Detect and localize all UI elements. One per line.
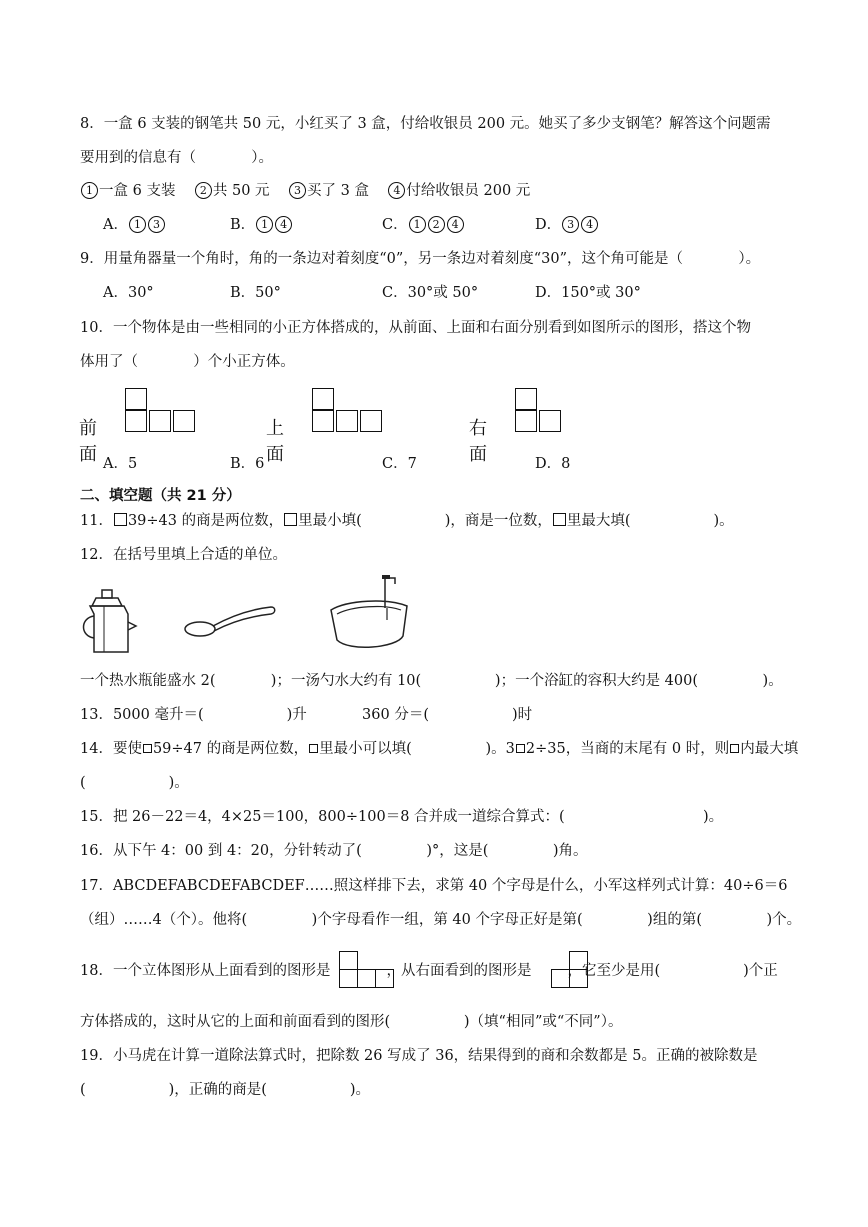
q10-line2: 体用了（ ）个小正方体。 xyxy=(80,354,295,370)
q9-option-b[interactable]: B．50° xyxy=(230,285,281,301)
q8-line1: 8．一盒 6 支装的钢笔共 50 元，小红买了 3 盒，付给收银员 200 元。她买了多少支钢笔？解答这个问题需 xyxy=(80,116,771,132)
thermos-image xyxy=(78,586,138,656)
cube-cell xyxy=(339,969,358,988)
blank-square xyxy=(516,744,525,753)
circled-number: 4 xyxy=(275,216,292,233)
option-label: B． xyxy=(230,217,256,233)
cube-cell xyxy=(357,969,376,988)
info-item: 共 50 元 xyxy=(212,183,270,199)
q18-line2: 方体搭成的，这时从它的上面和前面看到的图形( )（填“相同”或“不同”）。 xyxy=(80,1014,623,1030)
q9-option-a[interactable]: A．30° xyxy=(103,285,154,301)
option-label: C． xyxy=(382,217,408,233)
cube-cell xyxy=(125,388,147,410)
q8-line2: 要用到的信息有（ ）。 xyxy=(80,150,274,166)
q9-line1: 9．用量角器量一个角时，角的一条边对着刻度“0”，另一条边对着刻度“30”，这个角可能是（ ）。 xyxy=(80,251,761,267)
option-label: D． xyxy=(535,217,562,233)
circled-number: 2 xyxy=(428,216,445,233)
bathtub-image xyxy=(327,574,412,656)
cube-cell xyxy=(173,410,195,432)
cube-cell xyxy=(375,969,394,988)
cube-cell xyxy=(515,388,537,410)
option-label: A． xyxy=(103,217,128,233)
q10-option-b[interactable]: B．6 xyxy=(230,456,265,472)
q10-option-a[interactable]: A．5 xyxy=(103,456,138,472)
q17-line1: 17．ABCDEFABCDEFABCDEF……照这样排下去，求第 40 个字母是什么，小军这样列式计算：40÷6＝6 xyxy=(80,878,788,894)
q8-option-c[interactable] xyxy=(382,215,465,235)
q8-info xyxy=(80,181,530,201)
cube-cell xyxy=(515,410,537,432)
cube-cell xyxy=(312,388,334,410)
info-item: 付给收银员 200 元 xyxy=(406,183,531,199)
circled-number: 4 xyxy=(447,216,464,233)
q15: 15．把 26－22＝4，4×25＝100，800÷100＝8 合并成一道综合算式：( )。 xyxy=(80,809,724,825)
q17-line2: （组）……4（个）。他将( )个字母看作一组，第 40 个字母正好是第( )组的第( )个。 xyxy=(80,912,802,928)
cube-cell xyxy=(539,410,561,432)
q9-option-c[interactable]: C．30°或 50° xyxy=(382,285,479,301)
cube-cell xyxy=(569,951,588,970)
q14-line2: ( )。 xyxy=(80,775,189,791)
q8-option-b[interactable] xyxy=(230,215,293,235)
q9-option-d[interactable]: D．150°或 30° xyxy=(535,285,641,301)
blank-square xyxy=(730,744,739,753)
q8-option-d[interactable] xyxy=(535,215,599,235)
circled-number: 3 xyxy=(148,216,165,233)
cube-cell xyxy=(551,969,570,988)
cube-cell xyxy=(312,410,334,432)
blank-square xyxy=(553,513,566,526)
circled-number: 1 xyxy=(129,216,146,233)
q13: 13．5000 毫升＝( )升 360 分＝( )时 xyxy=(80,707,533,723)
circled-number: 2 xyxy=(195,182,212,199)
view-label: 右面 xyxy=(469,418,487,465)
q16: 16．从下午 4：00 到 4：20，分针转动了( )°，这是( )角。 xyxy=(80,843,588,859)
blank-square xyxy=(284,513,297,526)
spoon-image xyxy=(183,603,278,641)
q18-line1: 18．一个立体图形从上面看到的图形是 ，从右面看到的图形是 ，它至少是用( )个正 xyxy=(80,963,778,979)
q12-title: 12．在括号里填上合适的单位。 xyxy=(80,547,287,563)
circled-number: 1 xyxy=(256,216,273,233)
q11: 11． 39÷43 的商是两位数， 里最小填( )，商是一位数， 里最大填( )。 xyxy=(80,513,734,529)
info-item: 一盒 6 支装 xyxy=(99,183,176,199)
circled-number: 4 xyxy=(581,216,598,233)
q12-line: 一个热水瓶能盛水 2( )；一汤勺水大约有 10( )；一个浴缸的容积大约是 400( )。 xyxy=(80,673,783,689)
circled-number: 4 xyxy=(388,182,405,199)
q8-option-a[interactable] xyxy=(103,215,166,235)
blank-square xyxy=(143,744,152,753)
cube-cell xyxy=(149,410,171,432)
blank-square xyxy=(309,744,318,753)
view-label: 前面 xyxy=(79,418,97,465)
circled-number: 1 xyxy=(81,182,98,199)
section-heading: 二、填空题（共 21 分） xyxy=(80,488,241,504)
cube-cell xyxy=(125,410,147,432)
q10-option-d[interactable]: D．8 xyxy=(535,456,571,472)
view-label: 上面 xyxy=(266,418,284,465)
cube-cell xyxy=(360,410,382,432)
info-item: 买了 3 盒 xyxy=(307,183,369,199)
circled-number: 1 xyxy=(409,216,426,233)
q19-line2: ( )，正确的商是( )。 xyxy=(80,1082,371,1098)
q10-option-c[interactable]: C．7 xyxy=(382,456,417,472)
cube-cell xyxy=(336,410,358,432)
cube-cell xyxy=(569,969,588,988)
q14-line1: 14．要使 59÷47 的商是两位数， 里最小可以填( )。3 2÷35，当商的末尾有 0 时，则 内最大填 xyxy=(80,741,799,757)
circled-number: 3 xyxy=(289,182,306,199)
q19-line1: 19．小马虎在计算一道除法算式时，把除数 26 写成了 36，结果得到的商和余数都是 5。正确的被除数是 xyxy=(80,1048,758,1064)
q10-line1: 10．一个物体是由一些相同的小正方体搭成的，从前面、上面和右面分别看到如图所示的图形，搭这个物 xyxy=(80,320,751,336)
cube-cell xyxy=(339,951,358,970)
blank-square xyxy=(114,513,127,526)
circled-number: 3 xyxy=(562,216,579,233)
